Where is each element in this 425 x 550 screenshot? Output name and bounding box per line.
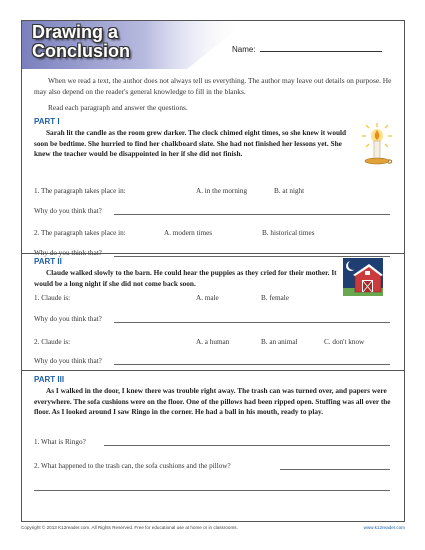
worksheet xyxy=(21,20,405,522)
option-b[interactable]: B. historical times xyxy=(262,229,315,237)
name-label: Name: xyxy=(232,45,256,54)
question-text: 2. What happened to the trash can, the sofa cushions and the pillow? xyxy=(34,462,231,470)
part-3-passage: As I walked in the door, I knew there was trouble right away. The trash can was turned over, and papers were everywhere. The sofa cushions were on the floor. One of the pillows had been ripped open. Stuffing was all over the floor. As I looked around I saw Ringo in the corner. He had a ball in his mouth, ready to play. xyxy=(34,386,391,416)
why-label: Why do you think that? xyxy=(34,207,102,215)
option-a[interactable]: A. modern times xyxy=(164,229,213,237)
option-b[interactable]: B. at night xyxy=(274,187,305,195)
option-a[interactable]: A. male xyxy=(196,294,219,302)
question-text: 2. Claude is: xyxy=(34,338,71,346)
part-3-title: PART III xyxy=(34,375,65,384)
option-a[interactable]: A. a human xyxy=(196,338,230,346)
name-field xyxy=(232,43,382,54)
part-1 xyxy=(34,117,392,257)
option-a[interactable]: A. in the morning xyxy=(196,187,248,195)
question-text: 1. Claude is: xyxy=(34,294,71,302)
name-blank[interactable] xyxy=(260,43,382,52)
part-2-passage: Claude walked slowly to the barn. He could hear the puppies as they cried for their mother. It would be a long night if she did not come back soon. xyxy=(34,268,337,288)
part-3 xyxy=(34,375,392,495)
why-label: Why do you think that? xyxy=(34,249,102,257)
section-divider xyxy=(22,370,404,371)
answer-line[interactable] xyxy=(34,483,390,493)
part-2 xyxy=(34,257,392,367)
question-text: 1. The paragraph takes place in: xyxy=(34,187,126,195)
site-link[interactable]: www.k12reader.com xyxy=(363,525,405,530)
title-line-2: Conclusion xyxy=(32,41,130,61)
title-line-1: Drawing a xyxy=(32,22,119,42)
title-banner xyxy=(22,21,252,69)
answer-line[interactable] xyxy=(114,315,390,325)
why-label: Why do you think that? xyxy=(34,315,102,323)
copyright-text: Copyright © 2013 K12reader.com. All Rights Reserved. Free for educational use at home or in classrooms. xyxy=(21,525,238,530)
section-divider xyxy=(22,253,404,254)
answer-line[interactable] xyxy=(114,207,390,217)
question-text: 1. What is Ringo? xyxy=(34,438,86,446)
barn-icon xyxy=(343,258,383,296)
page-title xyxy=(32,23,130,61)
intro xyxy=(34,75,392,113)
instructions: Read each paragraph and answer the questions. xyxy=(48,103,188,112)
answer-line[interactable] xyxy=(104,438,390,448)
part-1-passage: Sarah lit the candle as the room grew darker. The clock chimed eight times, so she knew it would soon be bedtime. She hurried to find her chalkboard slate. She had not finished her lessons yet. She knew the teacher would be disappointed in her if she did not finish. xyxy=(34,128,347,158)
part-1-title: PART I xyxy=(34,117,60,126)
footer xyxy=(21,525,405,530)
option-b[interactable]: B. an animal xyxy=(261,338,298,346)
header xyxy=(22,21,404,69)
why-label: Why do you think that? xyxy=(34,357,102,365)
option-b[interactable]: B. female xyxy=(261,294,289,302)
answer-line[interactable] xyxy=(114,357,390,367)
question-text: 2. The paragraph takes place in: xyxy=(34,229,126,237)
option-c[interactable]: C. don't know xyxy=(324,338,365,346)
intro-paragraph: When we read a text, the author does not always tell us everything. The author may leave out details on purpose. He may also depend on the reader's general knowledge to fill in the blanks. xyxy=(34,76,392,96)
part-2-title: PART II xyxy=(34,257,62,266)
answer-line[interactable] xyxy=(280,462,390,472)
candle-icon xyxy=(360,123,394,167)
